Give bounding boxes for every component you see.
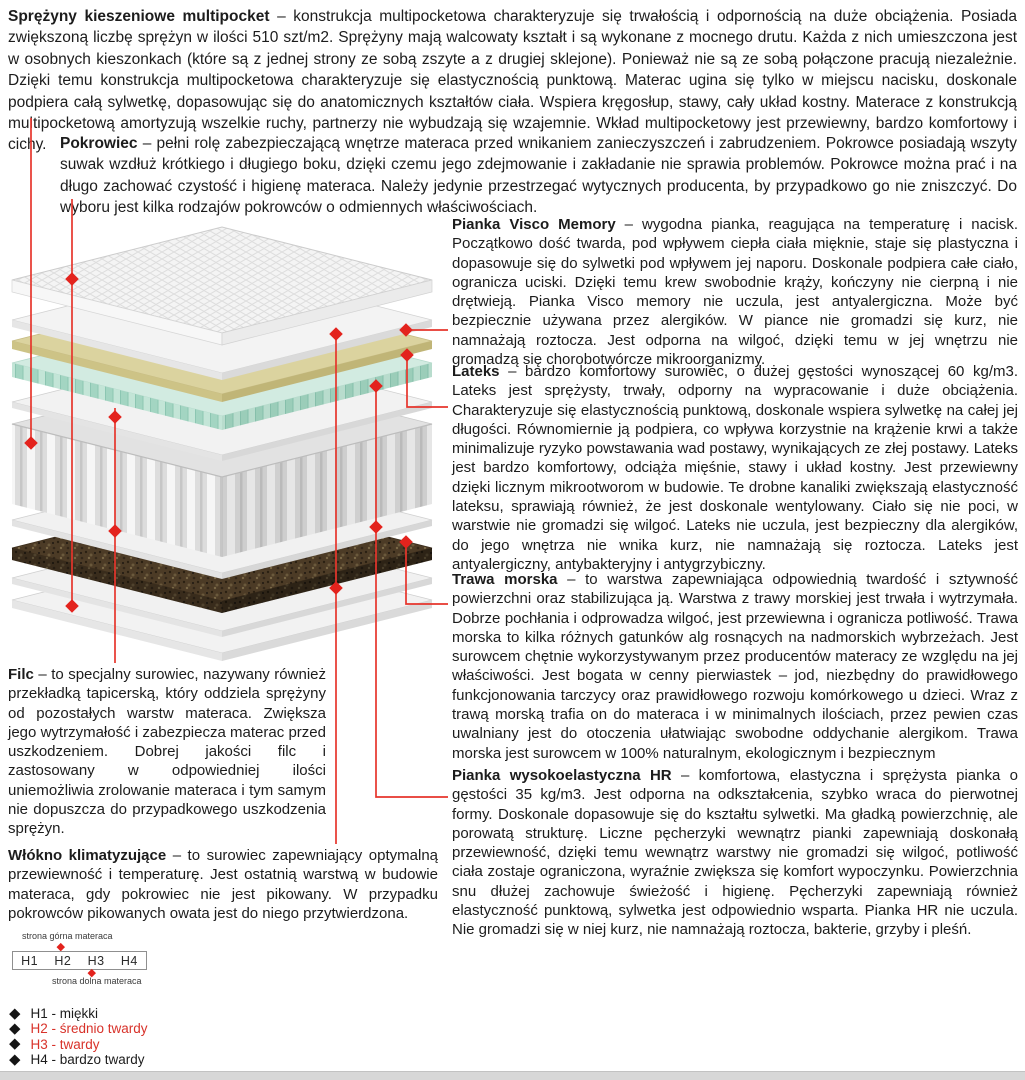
- marker-seagrass: [399, 535, 413, 549]
- marker-felt-bottom: [108, 524, 122, 538]
- bottom-divider-bar: [0, 1071, 1025, 1080]
- connector-hr-foam: [376, 386, 448, 797]
- section-seagrass-heading: Trawa morska: [452, 571, 558, 588]
- section-seagrass-body: – to warstwa zapewniająca odpowiednią twardość i sztywność powierzchni oraz stabilizująca ją. Warstwa z trawy morskiej jest trwała i wytrzymała. Dobrze pochłania i odprowadza wilgoć, jest przewiewna i ogranicza potliwość. Trawa morska to kilka różnych gatunków alg rosnących na nadmorskich wybrzeżach. Jest surowcem chętnie wykorzystywanym przez producentów materacy ze względu na jej właściwości. Jest bogata w cenny pierwiastek – jod, niezbędny do prawidłowego funkcjonowania tarczycy oraz prawidłowego rozwoju komórkowego u dzieci. Wraz z trawą morską trafia on do materaca i w minimalnych ilościach, przez pewien czas uwalniany jest do otoczenia ułatwiając swobodne oddychanie alergikom. Trawa morska jest surowcem w 100% naturalnym, ekologicznym i bezpiecznym: [452, 571, 1018, 762]
- layer-felt-top: [12, 349, 432, 461]
- section-fiber-body: – to surowiec zapewniający optymalną przewiewność i temperaturę. Jest ostatnią warstwą w budowie materaca, gdy pokrowiec nie jest pikowany. W przypadku pokrowców pikowanych owata jest do niego przytwierdzona.: [8, 847, 439, 922]
- section-fiber-heading: Włókno klimatyzujące: [8, 847, 167, 864]
- layer-bottom-fiber: [12, 525, 432, 637]
- hardness-cell-h2: H2: [54, 953, 72, 968]
- layer-seagrass: [12, 495, 432, 613]
- section-hr-foam: [452, 766, 1018, 940]
- layer-bottom-cover: [12, 547, 432, 661]
- hardness-cell-h4: H4: [120, 953, 138, 968]
- hardness-scale-box: [12, 951, 147, 970]
- layer-markers: [24, 272, 414, 613]
- legend-item-h3: [8, 1037, 148, 1052]
- marker-fiber-bottom: [329, 581, 343, 595]
- hardness-cell-h1: H1: [21, 953, 39, 968]
- hardness-bottom-label: strona dolna materaca: [52, 976, 142, 986]
- legend-item-h2: [8, 1021, 148, 1036]
- section-visco-heading: Pianka Visco Memory: [452, 216, 616, 233]
- layer-climate-fiber: [12, 267, 432, 380]
- layer-pocket-springs: [12, 371, 432, 557]
- legend-item-h1: [8, 1006, 148, 1021]
- hardness-top-label: strona górna materaca: [22, 931, 113, 941]
- marker-felt-top: [108, 410, 122, 424]
- marker-cover-top: [65, 272, 79, 286]
- section-hr-foam-heading: Pianka wysokoelastyczna HR: [452, 767, 672, 784]
- legend-item-label: H4 - bardzo twardy: [30, 1052, 145, 1068]
- legend-item-h4: [8, 1052, 148, 1067]
- section-latex-body: – bardzo komfortowy surowiec, o dużej gęstości wynoszącej 60 kg/m3. Lateks jest sprężysty, trwały, odporny na wypracowanie i duże obciążenia. Charakteryzuje się elastycznością punktową, doskonale wspiera sylwetkę na całej jej długości. Równomiernie ją podpiera, co wpływa korzystnie na krążenie krwi a także minimalizuje ryzyko powstawania wad postawy, wynikających ze złej postawy. Lateks jest bardzo komfortowy, odciąża mięśnie, stawy i układ kostny. Jest przewiewny dzięki licznym mikrootworom w budowie. Te drobne kanaliki zwiększają elastyczność lateksu, sprawiają również, że jest doskonale wentylowany. Ciało się nie poci, w warstwie nie gromadzi się wilgoć. Lateks nie uczula, jest bezpieczny dla alergików, do jego wnętrza nie wnika kurz, nie namnażają się roztocza. Lateks jest antyalergiczny, antybakteryjny i antygrzybiczny.: [452, 363, 1018, 573]
- hardness-cell-h3: H3: [87, 953, 105, 968]
- layer-quilted-cover: [12, 227, 432, 345]
- section-cover: [60, 133, 1017, 219]
- marker-visco: [399, 323, 413, 337]
- section-felt: [8, 665, 326, 839]
- layer-felt-bottom: [12, 467, 432, 579]
- section-felt-heading: Filc: [8, 666, 34, 683]
- marker-cover-bottom: [65, 599, 79, 613]
- section-hr-foam-body: – komfortowa, elastyczna i sprężysta pianka o gęstości 35 kg/m3. Jest odporna na odkształcenia, szybko wraca do pierwotnej formy. Doskonale dopasowuje się do kształtu sylwetki. Ma gładką powierzchnię, ale porowatą strukturę. Liczne pęcherzyki wewnątrz pianki zapewniają doskonałą przewiewność, dzięki temu wewnątrz warstwy nie gromadzi się wilgoć, potliwość ciała zostaje ograniczona, wyraźnie zwiększa się komfort wypoczynku. Powierzchnia snu dłużej zachowuje świeżość i higienę. Pęcherzyki zapewniają również elastyczność punktową, sylwetka jest odpowiednio wsparta. Pianka HR nie uczula. Nie gromadzi się w niej kurz, nie namnażają roztocza, bakterie, grzyby i pleśń.: [452, 767, 1018, 939]
- section-seagrass: [452, 570, 1018, 763]
- connector-seagrass: [406, 545, 448, 604]
- section-latex: [452, 362, 1018, 574]
- marker-hr-bottom: [369, 520, 383, 534]
- legend-item-label: H3 - twardy: [30, 1036, 100, 1052]
- section-visco: [452, 215, 1018, 369]
- layer-latex: [12, 310, 432, 430]
- marker-latex: [400, 348, 414, 362]
- section-felt-body: – to specjalny surowiec, nazywany również przekładką tapicerską, który oddziela sprężyny od pozostałych warstw materaca. Zwiększa jego wytrzymałość i zabezpiecza materac przed uszkodzeniem. Dobrej jakości filc i zastosowany w odpowiedniej ilości uniemożliwia zrolowanie materaca i tym samym nie dopuszcza do przypadkowego uszkodzenia sprężyn.: [8, 666, 326, 838]
- section-visco-body: – wygodna pianka, reagująca na temperaturę i nacisk. Początkowo dość twarda, pod wpływem ciepła ciała mięknie, staje się plastyczna i dopasowuje się do sylwetki pod wpływem jej naporu. Doskonale podpiera całe ciało, ogranicza uciski. Dzięki temu krew swobodnie krąży, kończyny nie cierpną i nie drętwieją. Pianka Visco memory nie uczula, jest antyalergiczna. Może być bezpiecznie używana przez alergików. W piance nie gromadzi się kurz, nie namnażają roztocza. Jest odporna na wilgoć, dzięki temu w jej wnętrzu nie gromadzą się chorobotwórcze mikroorganizmy.: [452, 216, 1018, 369]
- section-latex-heading: Lateks: [452, 363, 500, 380]
- marker-springs: [24, 436, 38, 450]
- diamond-bullet-icon: [9, 1054, 20, 1065]
- layer-visco: [12, 288, 432, 402]
- section-springs-heading: Sprężyny kieszeniowe multipocket: [8, 8, 270, 25]
- diamond-bullet-icon: [9, 1039, 20, 1050]
- legend-item-label: H1 - miękki: [30, 1006, 99, 1022]
- hardness-top-marker-icon: [57, 943, 65, 951]
- section-cover-body: – pełni rolę zabezpieczającą wnętrze materaca przed wnikaniem zanieczyszczeń i zabrudzeniem. Pokrowce posiadają wszyty suwak wzdłuż krótkiego i długiego boku, dzięki czemu jego zdejmowanie i zakładanie nie sprawia problemów. Pokrowce można prać i na długo zachować czystość i higienę materaca. Należy jedynie przestrzegać wytycznych producenta, by przypadkowo go nie zniszczyć. Do wyboru jest kilka rodzajów pokrowców o odmiennych właściwościach.: [60, 135, 1017, 217]
- diamond-bullet-icon: [9, 1024, 20, 1035]
- hardness-legend: [8, 1006, 148, 1067]
- legend-item-label: H2 - średnio twardy: [30, 1021, 148, 1037]
- marker-hr-top: [369, 379, 383, 393]
- connector-latex: [407, 357, 448, 407]
- section-fiber: [8, 846, 438, 923]
- diamond-bullet-icon: [9, 1008, 20, 1019]
- section-cover-heading: Pokrowiec: [60, 135, 138, 152]
- section-springs-body: – konstrukcja multipocketowa charakteryzuje się trwałością i odpornością na duże obciążenia. Posiada zwiększoną liczbę sprężyn w ilości 510 szt/m2. Sprężyny mają walcowaty kształt i są wykonane z mocnego drutu. Każda z nich umieszczona jest w osobnych kieszonkach (które są z jednej strony ze sobą zszyte a z drugiej sklejone). Ponieważ nie są ze sobą połączone pracują niezależnie. Dzięki temu konstrukcja multipocketowa charakteryzuje się elastycznością punktową. Materac ugina się tylko w miejscu nacisku, doskonale podpiera całą sylwetkę, dopasowując się do anatomicznych kształtów ciała. Wspiera kręgosłup, stawy, cały układ kostny. Materace z konstrukcją multipocketową amortyzują wszelkie ruchy, partnerzy nie wybudzają się wzajemnie. Wkład multipocketowy jest przewiewny, bardzo komfortowy i cichy.: [8, 8, 1017, 154]
- marker-fiber-top: [329, 327, 343, 341]
